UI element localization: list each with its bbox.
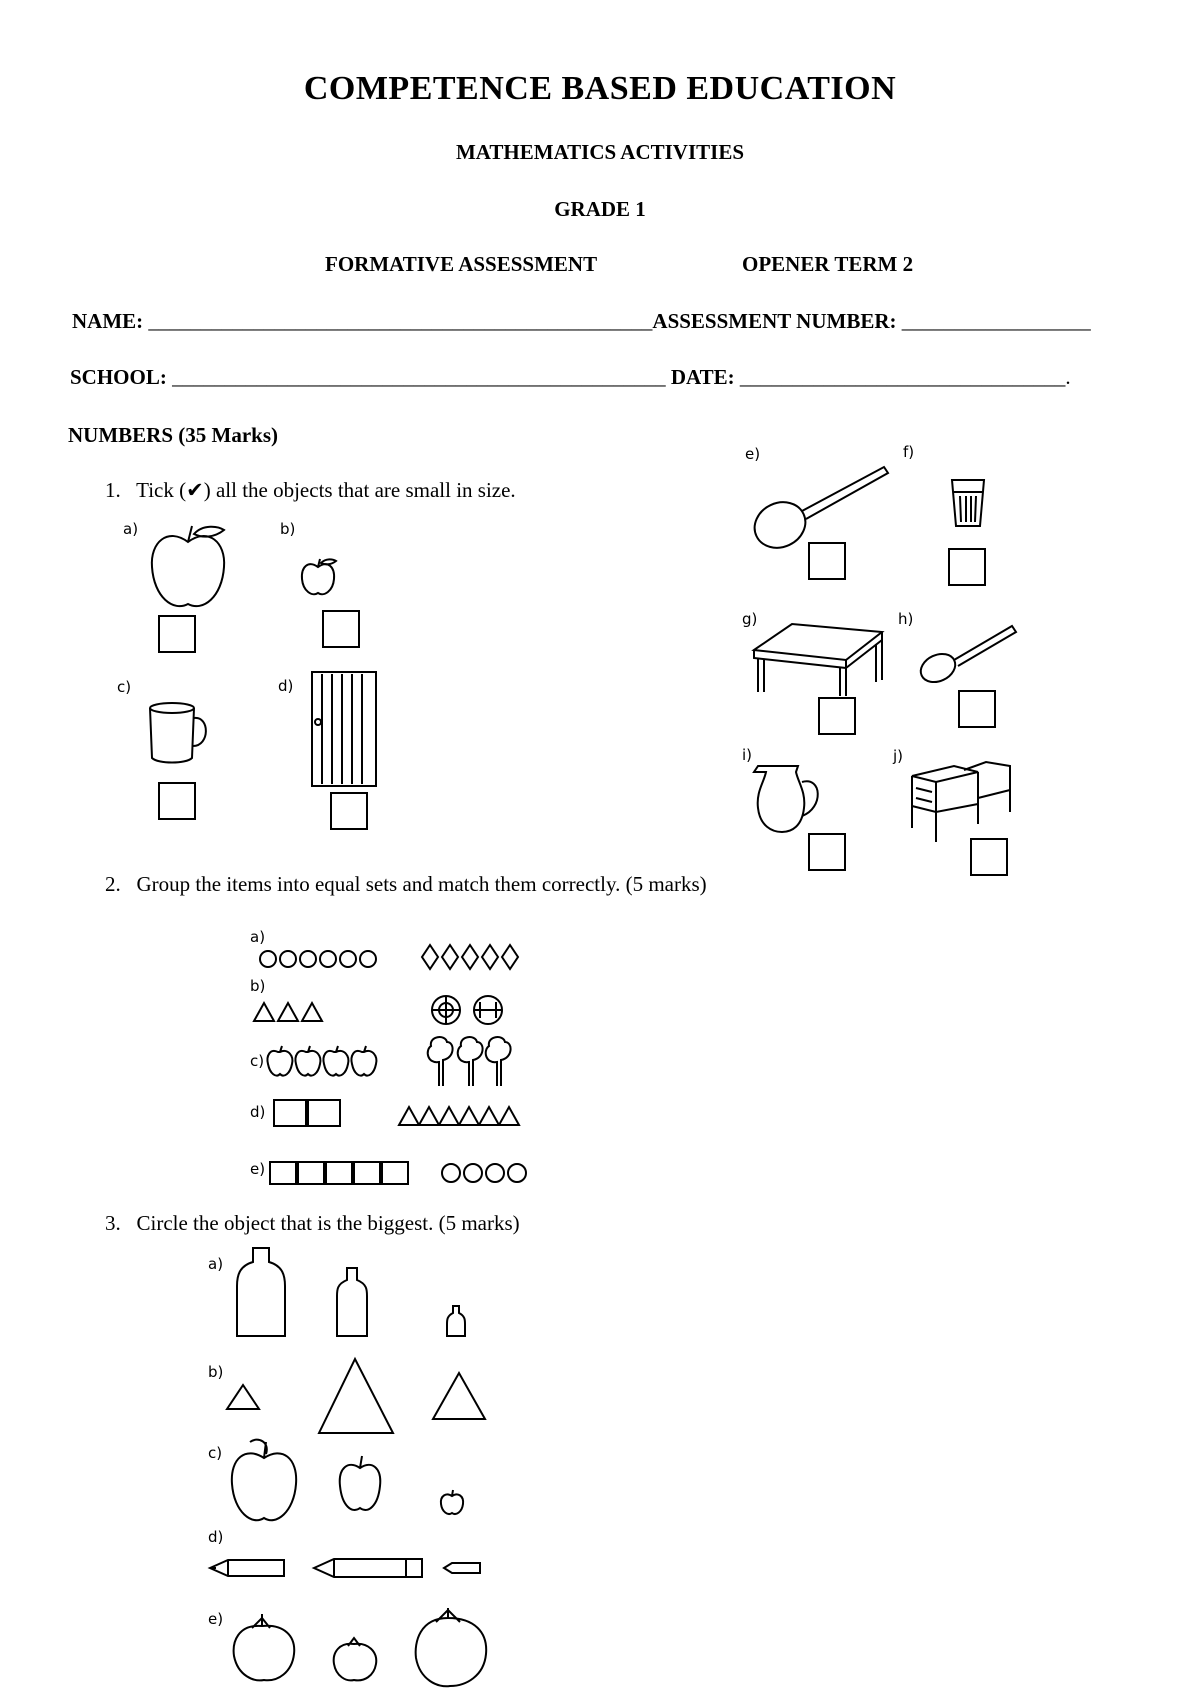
six-circles-icon (258, 948, 378, 970)
section-title: NUMBERS (35 Marks) (68, 423, 278, 447)
date-label: DATE: (670, 365, 735, 389)
question-1 (105, 478, 516, 503)
item-label: h) (898, 610, 914, 628)
small-spoon-icon (918, 622, 1018, 687)
three-triangles-icon (252, 1001, 324, 1023)
tick-box-j[interactable] (970, 838, 1008, 876)
name-row (72, 309, 1091, 334)
set-label: d) (250, 1103, 266, 1121)
pencils-icon (208, 1556, 488, 1580)
jug-icon (752, 762, 824, 834)
item-label: j) (893, 747, 904, 765)
two-squares-icon (272, 1098, 344, 1128)
item-label: b) (208, 1363, 224, 1381)
item-label: e) (208, 1610, 224, 1628)
item-label: e) (745, 445, 761, 463)
item-label: a) (208, 1255, 224, 1273)
tick-box-e[interactable] (808, 542, 846, 580)
question-text: Circle the object that is the biggest. (5 marks) (136, 1211, 520, 1235)
question-number: 3. (105, 1211, 121, 1235)
two-balls-icon (430, 994, 506, 1026)
page-title: COMPETENCE BASED EDUCATION (303, 70, 897, 107)
set-label: a) (250, 928, 266, 946)
item-label: b) (280, 520, 296, 538)
door-icon (310, 670, 378, 788)
item-label: i) (742, 746, 753, 764)
six-triangles-icon (397, 1105, 527, 1127)
item-label: d) (208, 1528, 224, 1546)
assessment-number-field[interactable]: __________________ (901, 309, 1091, 333)
glass-icon (950, 478, 986, 528)
big-spoon-icon (752, 463, 892, 553)
question-3 (105, 1211, 520, 1236)
tick-box-g[interactable] (818, 697, 856, 735)
item-label: g) (742, 610, 758, 628)
triangles-icon (225, 1355, 485, 1435)
question-text: Tick (✔) all the objects that are small in size. (136, 478, 516, 502)
tick-box-a[interactable] (158, 615, 196, 653)
mug-icon (148, 700, 210, 765)
tomatoes-icon (230, 1608, 490, 1688)
small-apple-icon (300, 557, 336, 597)
four-circles-icon (440, 1162, 530, 1184)
name-label: NAME: (72, 309, 144, 333)
question-text: Group the items into equal sets and match them correctly. (5 marks) (136, 872, 707, 896)
big-apple-icon (148, 522, 228, 612)
question-2 (105, 872, 707, 897)
three-trees-icon (425, 1034, 515, 1088)
tick-box-c[interactable] (158, 782, 196, 820)
question-number: 1. (105, 478, 121, 502)
apples-icon (230, 1436, 470, 1526)
tick-box-b[interactable] (322, 610, 360, 648)
five-diamonds-icon (420, 943, 520, 971)
four-apples-icon (266, 1044, 380, 1080)
date-field[interactable]: _______________________________. (739, 365, 1071, 389)
set-label: b) (250, 977, 266, 995)
table-icon (752, 622, 884, 697)
bottles-icon (233, 1246, 473, 1338)
term-label: OPENER TERM 2 (742, 252, 914, 276)
assessment-number-label: ASSESSMENT NUMBER: (652, 309, 897, 333)
item-label: a) (123, 520, 139, 538)
tick-box-i[interactable] (808, 833, 846, 871)
item-label: f) (903, 443, 915, 461)
school-field[interactable]: _______________________________________________ (172, 365, 666, 389)
subject-title: MATHEMATICS ACTIVITIES (455, 140, 745, 164)
desk-icon (908, 758, 1014, 846)
set-label: e) (250, 1160, 266, 1178)
assessment-type: FORMATIVE ASSESSMENT (325, 252, 598, 276)
tick-box-d[interactable] (330, 792, 368, 830)
name-field[interactable]: ________________________________________________ (148, 309, 653, 333)
school-label: SCHOOL: (70, 365, 167, 389)
grade-label: GRADE 1 (554, 197, 646, 221)
item-label: c) (208, 1444, 223, 1462)
question-number: 2. (105, 872, 121, 896)
school-row (70, 365, 1071, 390)
set-label: c) (250, 1052, 265, 1070)
item-label: d) (278, 677, 294, 695)
tick-box-f[interactable] (948, 548, 986, 586)
item-label: c) (117, 678, 132, 696)
tick-box-h[interactable] (958, 690, 996, 728)
five-squares-icon (268, 1160, 414, 1186)
